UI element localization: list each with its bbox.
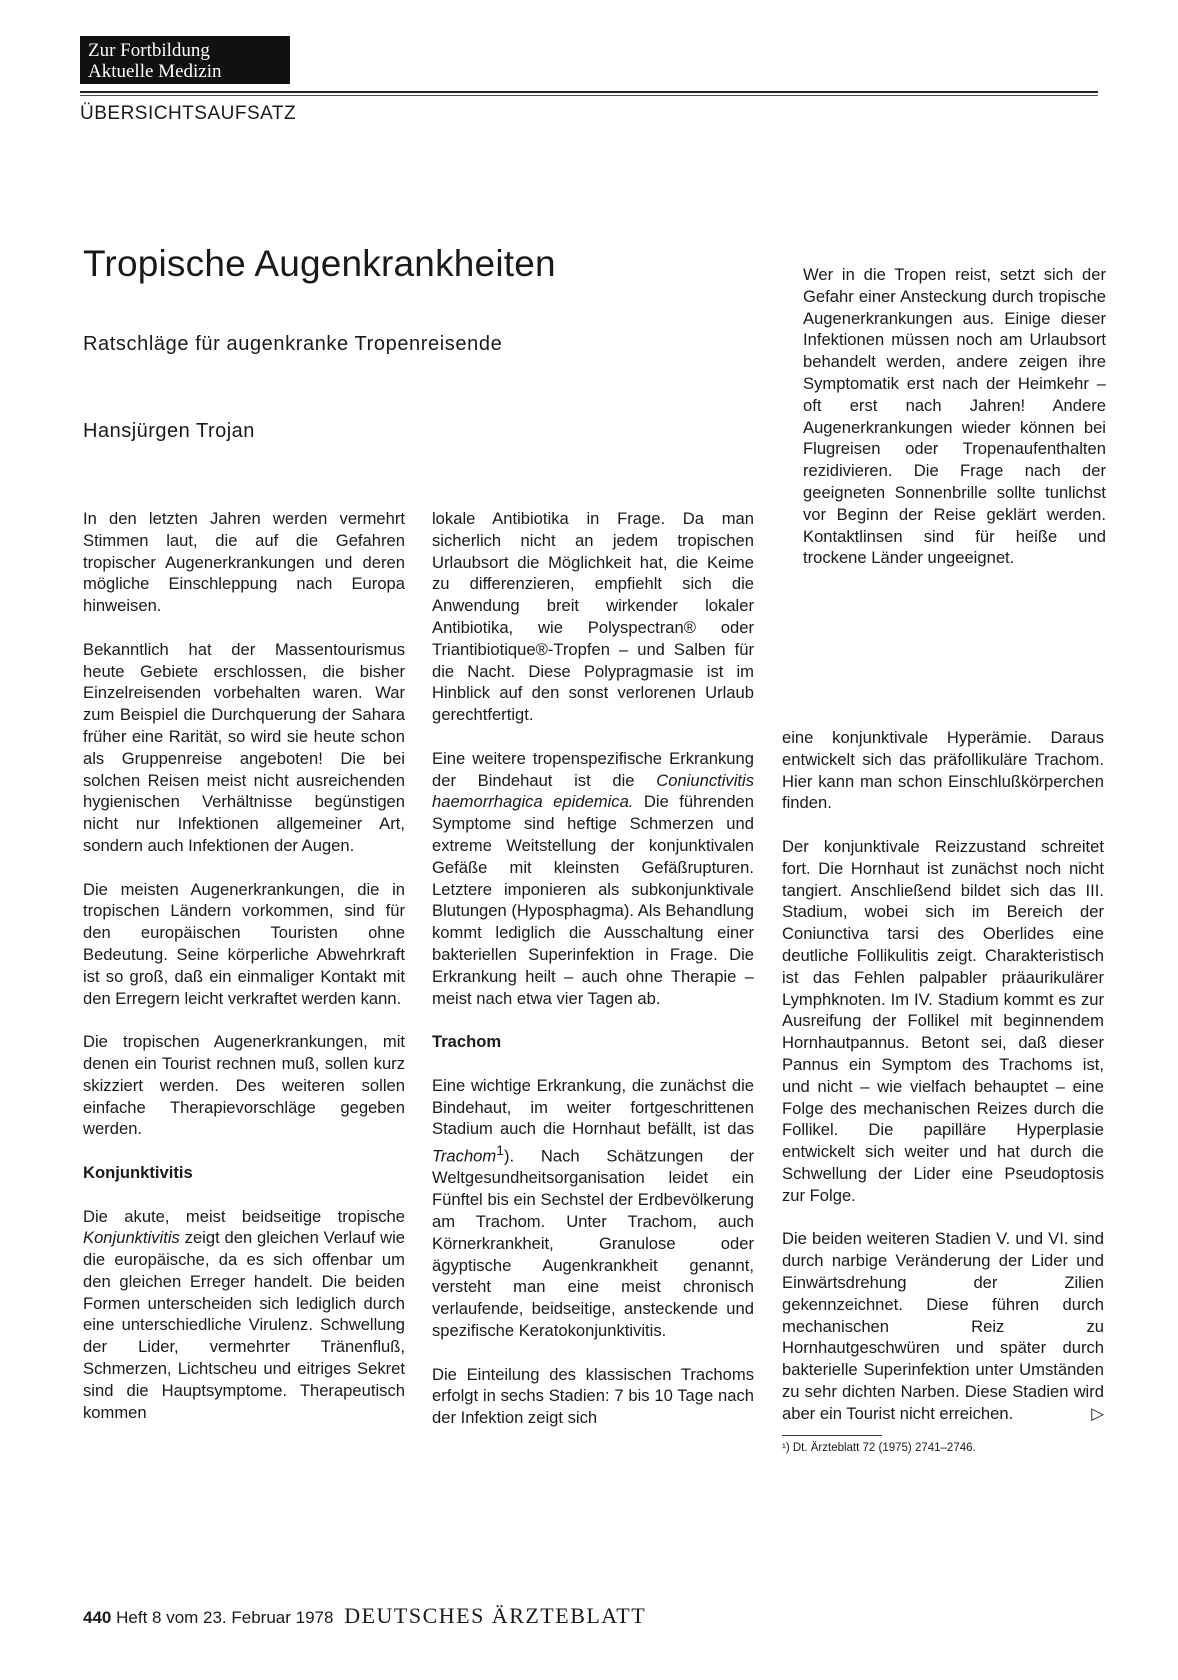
column-2: [432, 508, 754, 1451]
paragraph: [782, 1228, 1104, 1424]
article-abstract: [803, 264, 1106, 591]
article-title: Tropische Augenkrankheiten: [83, 243, 556, 284]
text-run: zeigt den gleichen Verlauf wie die europäische, da es sich offenbar um den gleichen Erreger handelt. Die beiden Formen unterscheiden sich lediglich durch eine unterschiedliche Virulenz. Schwellung der Lider, vermehrter Tränenfluß, Schmerzen, Lichtscheu und eitriges Sekret sind die Hauptsymptome. Therapeutisch kommen: [83, 1228, 405, 1422]
section-heading-trachom: Trachom: [432, 1032, 502, 1052]
text-run: Die beiden weiteren Stadien V. und VI. sind durch narbige Veränderung der Lider und Einwärtsdrehung der Zilien gekennzeichnet. Diese führen durch mechanischen Reiz zu Hornhautgeschwüren und später durch bakterielle Superinfektion unter Umständen zu sehr dichten Narben. Diese Stadien wird aber ein Tourist nicht erreichen.: [782, 1229, 1104, 1423]
section-heading-konjunktivitis: Konjunktivitis: [83, 1162, 193, 1182]
paragraph: [432, 748, 754, 1010]
page-footer: [83, 1603, 646, 1629]
article-subtitle: Ratschläge für augenkranke Tropenreisende: [83, 333, 503, 355]
italic-term: Konjunktivitis: [83, 1228, 180, 1248]
italic-term: Coniunctivitis haemorrhagica epidemica.: [432, 770, 754, 812]
article-author: Hansjürgen Trojan: [83, 420, 255, 442]
continue-arrow-icon: ▷: [1091, 1403, 1104, 1423]
text-run: Die führenden Symptome sind heftige Schmerzen und extreme Weitstellung der konjunktivalen Gefäße mit kleinsten Gefäßrupturen. Letztere imponieren als subkonjunktivale Blutungen (Hyposphagma). Als Behandlung kommt lediglich die Ausschaltung einer bakteriellen Superinfektion in Frage. Die Erkrankung heilt – auch ohne Therapie – meist nach etwa vier Tagen ab.: [432, 792, 755, 1008]
footnote-ref: 1: [496, 1142, 504, 1159]
header-rule: [80, 91, 1098, 93]
text-run: Die akute, meist beidseitige tropische: [83, 1206, 405, 1226]
paragraph: Die meisten Augenerkrankungen, die in tropischen Ländern vorkommen, sind für den europäischen Touristen ohne Bedeutung. Seine körperliche Abwehrkraft ist so groß, daß ein einmaliger Kontakt mit den Erregern leicht verkraftet werden kann.: [83, 879, 405, 1008]
paragraph: lokale Antibiotika in Frage. Da man sicherlich nicht an jedem tropischen Urlaubsort die Möglichkeit hat, die Keime zu differenzieren, empfiehlt sich die Anwendung breit wirkender lokaler Antibiotika, wie Polyspectran® oder Triantibiotique®-Tropfen – und Salben für die Nacht. Diese Polypragmasie ist im Hinblick auf den sonst verlorenen Urlaub gerechtfertigt.: [432, 509, 754, 725]
page-number: 440: [83, 1608, 112, 1627]
journal-name: DEUTSCHES ÄRZTEBLATT: [344, 1603, 647, 1628]
text-run: ). Nach Schätzungen der Weltgesundheitsorganisation leidet ein Fünftel bis ein Sechstel der Erdbevölkerung am Trachom. Unter Trachom, auch Körnerkrankheit, Granulose oder ägyptische Augenkrankheit genannt, versteht man eine meist chronisch verlaufende, beidseitige, ansteckende und spezifische Keratokonjunktivitis.: [432, 1146, 754, 1341]
text-run: Eine wichtige Erkrankung, die zunächst die Bindehaut, im weiter fortgeschrittenen Stadium auch die Hornhaut befällt, ist das: [432, 1075, 754, 1139]
article-kicker: ÜBERSICHTSAUFSATZ: [80, 103, 297, 124]
italic-term: Trachom: [432, 1146, 497, 1166]
section-label: [80, 36, 290, 84]
paragraph: Die Einteilung des klassischen Trachoms erfolgt in sechs Stadien: 7 bis 10 Tage nach der Infektion zeigt sich: [432, 1364, 754, 1428]
issue-info: Heft 8 vom 23. Februar 1978: [116, 1608, 334, 1627]
section-label-line1: Zur Fortbildung: [88, 40, 210, 61]
footnote-rule: [782, 1435, 882, 1436]
section-label-line2: Aktuelle Medizin: [88, 61, 222, 82]
paragraph: eine konjunktivale Hyperämie. Daraus entwickelt sich das präfollikuläre Trachom. Hier kann man schon Einschlußkörperchen finden.: [782, 728, 1104, 813]
paragraph: Der konjunktivale Reizzustand schreitet fort. Die Hornhaut ist zunächst noch nicht tangiert. Anschließend bildet sich das III. Stadium, wobei sich im Bereich der Coniunctiva tarsi des Oberlides eine deutliche Follikulitis zeigt. Charakteristisch ist das Fehlen palpabler präaurikulärer Lymphknoten. Im IV. Stadium kommt es zur Ausreifung der Follikel mit beginnendem Hornhautpannus. Betont sei, daß dieser Pannus ein Symptom des Trachoms ist, und nicht – wie vielfach behauptet – eine Folge des mechanischen Reizes durch die Follikel. Die papilläre Hyperplasie entwickelt sich weiter und hat durch die Schwellung der Lider eine Pseudoptosis zur Folge.: [782, 836, 1104, 1205]
paragraph: [432, 1075, 754, 1342]
column-3: [782, 727, 1104, 1456]
abstract-text: Wer in die Tropen reist, setzt sich der Gefahr einer Ansteckung durch tropische Augenerkrankungen aus. Einige dieser Infektionen müssen noch am Urlaubsort behandelt werden, andere zeigen ihre Symptomatik erst nach der Heimkehr – oft erst nach Jahren! Andere Augenerkrankungen wieder können bei Flugreisen oder Tropenaufenthalten rezidivieren. Die Frage nach der geeigneten Sonnenbrille sollte tunlichst vor Beginn der Reise geklärt werden. Kontaktlinsen sind für heiße und trockene Länder ungeeignet.: [803, 265, 1106, 568]
paragraph: Die tropischen Augenerkrankungen, mit denen ein Tourist rechnen muß, sollen kurz skizziert werden. Des weiteren sollen einfache Therapievorschläge gegeben werden.: [83, 1032, 405, 1139]
paragraph: Bekanntlich hat der Massentourismus heute Gebiete erschlossen, die bisher Einzelreisenden vorbehalten waren. War zum Beispiel die Durchquerung der Sahara früher eine Rarität, so wird sie heute schon als Gruppenreise angeboten! Die bei solchen Reisen meist nicht ausreichenden hygienischen Verhältnisse begünstigen nicht nur Infektionen allgemeiner Art, sondern auch Infektionen der Augen.: [83, 639, 405, 855]
header-rule-thin: [80, 95, 1098, 96]
text-run: Eine weitere tropenspezifische Erkrankung der Bindehaut ist die: [432, 748, 754, 790]
paragraph: [83, 1206, 405, 1424]
paragraph: In den letzten Jahren werden vermehrt Stimmen laut, die auf die Gefahren tropischer Augenerkrankungen und deren mögliche Einschleppung nach Europa hinweisen.: [83, 509, 405, 616]
column-1: [83, 508, 405, 1445]
footnote: ¹) Dt. Ärzteblatt 72 (1975) 2741–2746.: [782, 1441, 976, 1454]
